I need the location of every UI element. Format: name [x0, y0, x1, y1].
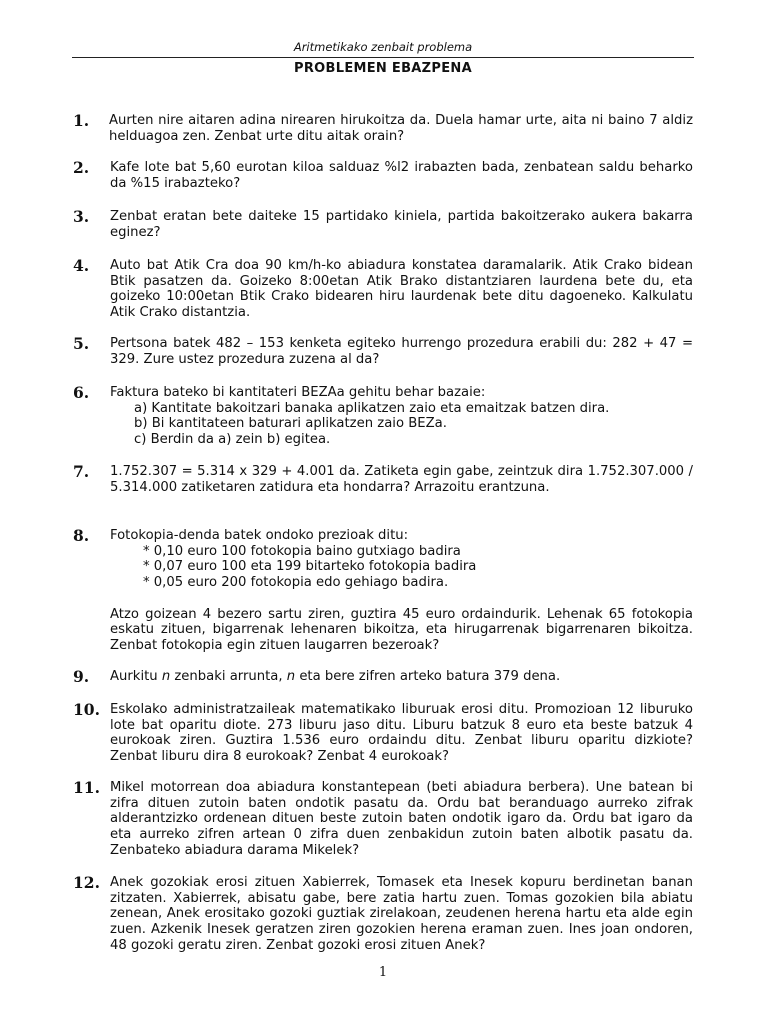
price-item: * 0,10 euro 100 fotokopia baino gutxiago badira	[143, 543, 461, 559]
problem-text: Aurkitu n zenbaki arrunta, n eta bere zifren arteko batura 379 dena.	[110, 669, 561, 684]
problem-number: 6.	[73, 383, 90, 402]
variable-n: n	[286, 669, 296, 684]
header-rule	[72, 57, 694, 58]
problem-text: Faktura bateko bi kantitateri BEZAa gehitu behar bazaie:	[110, 385, 486, 400]
problem-text-continued: Atzo goizean 4 bezero sartu ziren, guztira 45 euro ordaindurik. Lehenak 65 fotokopia eskatu zituen, bigarrenak lehenaren bikoitza, eta hirugarrenak bigarrenaren bikoitza. Zenbat fotokopia egin zituen laugarren bezeroak?	[110, 606, 693, 653]
problem-text: Fotokopia-denda batek ondoko prezioak ditu:	[110, 528, 409, 543]
page-title: PROBLEMEN EBAZPENA	[294, 61, 472, 76]
problem-text: Kafe lote bat 5,60 eurotan kiloa salduaz %l2 irabazten bada, zenbatean saldu beharko da %15 irabazteko?	[110, 160, 693, 191]
problem-number: 11.	[73, 778, 100, 797]
problem-text: Mikel motorrean doa abiadura konstantepean (beti abiadura berbera). Une batean bi zifra dituen zutoin baten ondotik pasatu da. Ordu bat beranduago aurreko zifrak alderantzizko ordenean dituen beste zutoin baten ondotik igaro da. Ordu bat igaro da eta aurreko zifren artean 0 zifra duen zenbakidun zutoin baten albotik pasatu da. Zenbateko abiadura darama Mikelek?	[110, 780, 693, 858]
problem-text: 1.752.307 = 5.314 x 329 + 4.001 da. Zatiketa egin gabe, zeintzuk dira 1.752.307.000 / 5.314.000 zatiketaren zatidura eta hondarra? Arrazoitu erantzuna.	[110, 464, 693, 495]
problem-text: Auto bat Atik Cra doa 90 km/h-ko abiadura konstatea daramalarik. Atik Crako bidean Btik pasatzen da. Goizeko 8:00etan Atik Brako distantziaren laurdena bete du, eta goizeko 10:00etan Btik Crako bidearen hiru laurdenak bete ditu dagoeneko. Kalkulatu Atik Crako distantzia.	[110, 258, 693, 321]
option-a: a) Kantitate bakoitzari banaka aplikatzen zaio eta emaitzak batzen dira.	[134, 400, 610, 416]
page-number: 1	[378, 965, 388, 980]
price-item: * 0,07 euro 100 eta 199 bitarteko fotokopia badira	[143, 559, 477, 575]
problem-number: 1.	[73, 111, 90, 130]
problem-text: Aurten nire aitaren adina nirearen hirukoitza da. Duela hamar urte, aita ni baino 7 aldiz helduagoa zen. Zenbat urte ditu aitak orain?	[109, 113, 693, 144]
problem-number: 7.	[73, 462, 90, 481]
problem-number: 12.	[73, 873, 100, 892]
problem-text: Zenbat eratan bete daiteke 15 partidako kiniela, partida bakoitzerako aukera bakarra eginez?	[110, 209, 693, 240]
problem-number: 9.	[73, 667, 90, 686]
problem-number: 10.	[73, 700, 100, 719]
problem-number: 5.	[73, 334, 90, 353]
problem-text: Eskolako administratzaileak matematikako liburuak erosi ditu. Promozioan 12 liburuko lote bat oparitu diote. 273 liburu jaso ditu. Liburu batzuk 8 euro eta beste batzuk 4 eurokoak ziren. Guztira 1.536 euro ordaindu ditu. Zenbat liburu oparitu dizkiote? Zenbat liburu dira 8 eurokoak? Zenbat 4 eurokoak?	[110, 702, 693, 765]
problem-text: Pertsona batek 482 – 153 kenketa egiteko hurrengo prozedura erabili du: 282 + 47 = 329. Zure ustez prozedura zuzena al da?	[110, 336, 693, 367]
problem-number: 2.	[73, 158, 90, 177]
problem-number: 3.	[73, 207, 90, 226]
option-c: c) Berdin da a) zein b) egitea.	[134, 432, 331, 448]
problem-number: 8.	[73, 526, 90, 545]
option-b: b) Bi kantitateen baturari aplikatzen zaio BEZa.	[134, 416, 447, 432]
problem-text: Anek gozokiak erosi zituen Xabierrek, Tomasek eta Inesek kopuru berdinetan banan zitzaten. Xabierrek, abisatu gabe, bere zatia hartu zuen. Tomas gozokien bila abiatu zenean, Anek erositako gozoki guztiak zirelakoan, zeudenen herena hartu eta alde egin zuen. Azkenik Inesek geratzen ziren gozokien herena eraman zuen. Ines joan ondoren, 48 gozoki geratu ziren. Zenbat gozoki erosi zituen Anek?	[110, 875, 693, 953]
variable-n: n	[161, 669, 171, 684]
running-header: Aritmetikako zenbait problema	[293, 40, 473, 54]
problem-number: 4.	[73, 256, 90, 275]
price-item: * 0,05 euro 200 fotokopia edo gehiago badira.	[143, 575, 449, 591]
